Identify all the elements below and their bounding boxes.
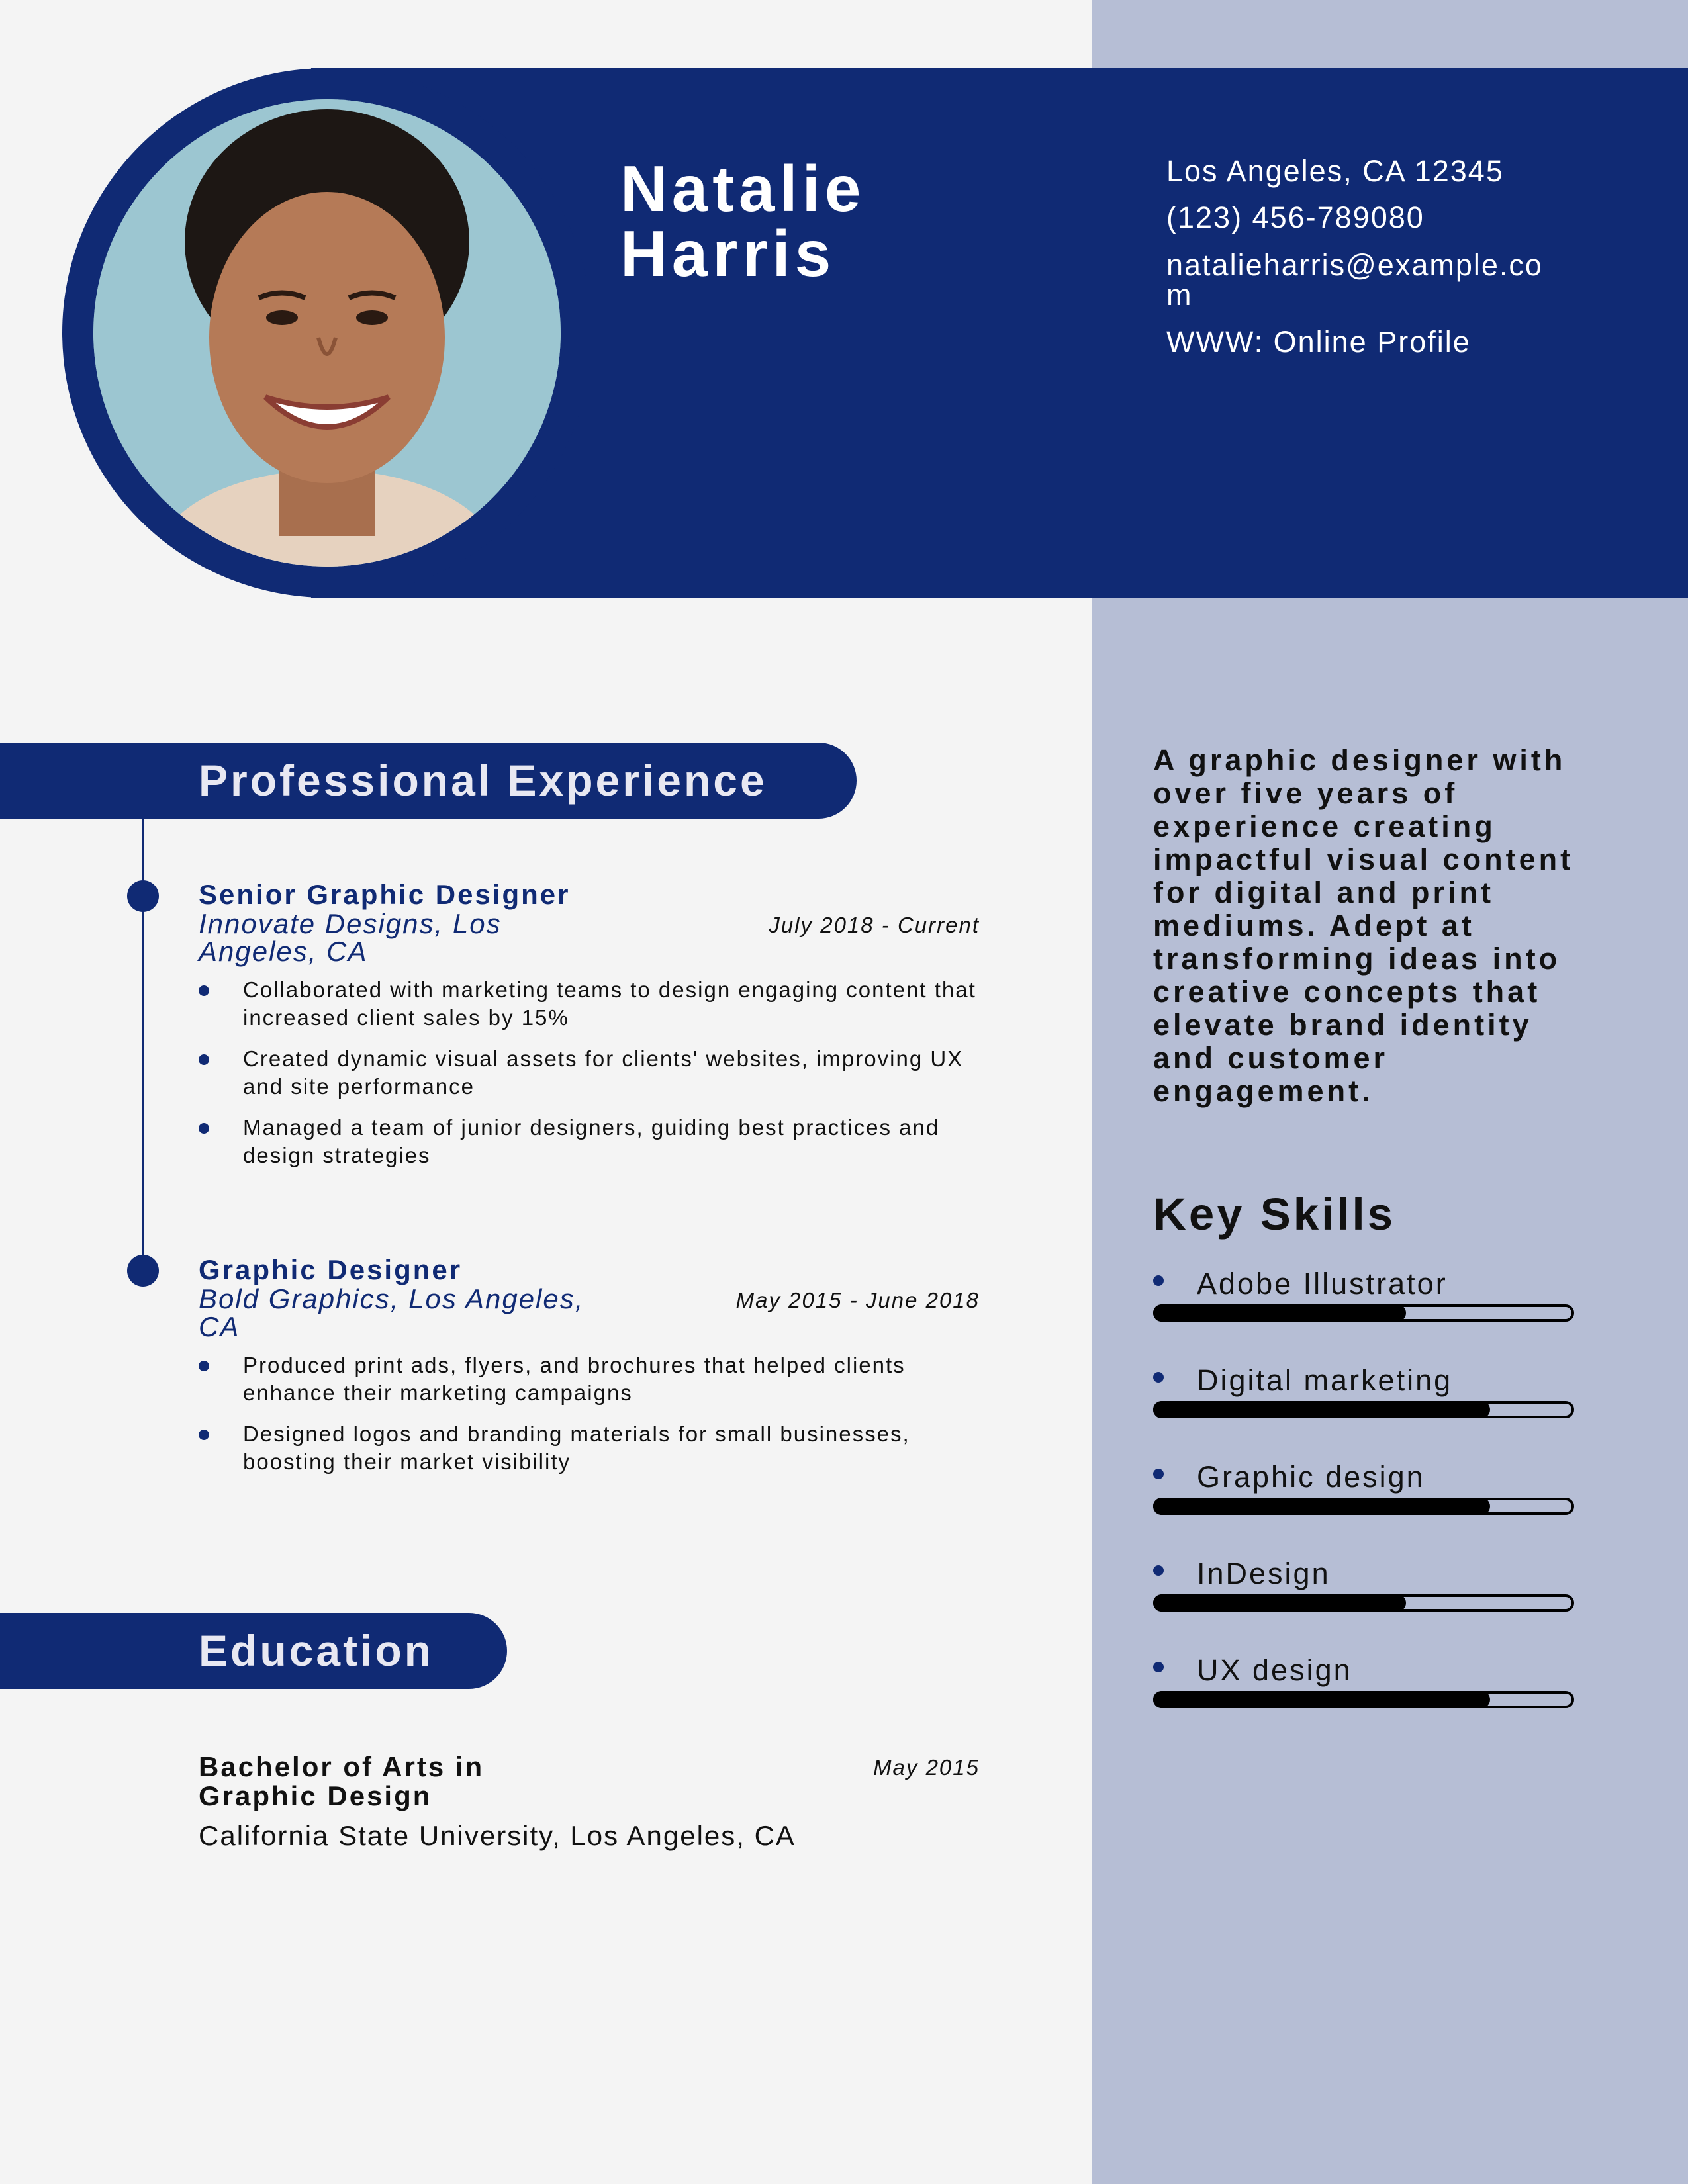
skill-label: Graphic design <box>1197 1460 1425 1494</box>
job-bullet-text: Designed logos and branding materials for small businesses, boosting their market visibility <box>243 1422 910 1474</box>
skill-label: UX design <box>1197 1653 1352 1687</box>
bullet-dot <box>199 1361 209 1371</box>
bullet-dot <box>199 1054 209 1065</box>
bullet-dot <box>199 985 209 996</box>
skills-heading: Key Skills <box>1153 1189 1396 1240</box>
profile-photo-illustration <box>93 99 561 567</box>
job-bullets <box>199 1351 980 1489</box>
contact-phone: (123) 456-789080 <box>1166 201 1425 234</box>
bullet-dot <box>199 1430 209 1440</box>
job-dates: July 2018 - Current <box>769 913 980 937</box>
job-bullet <box>199 1420 980 1476</box>
job-company: Bold Graphics, Los Angeles, CA <box>199 1283 585 1342</box>
experience-heading: Professional Experience <box>0 743 857 819</box>
bullet-dot <box>199 1123 209 1134</box>
job-bullet <box>199 1351 980 1407</box>
education-date: May 2015 <box>873 1755 980 1780</box>
skill-level-fill <box>1153 1594 1406 1612</box>
skill-bullet-dot <box>1153 1469 1164 1479</box>
skill-bullet-dot <box>1153 1662 1164 1672</box>
profile-photo <box>93 99 561 567</box>
job-bullet-text: Collaborated with marketing teams to design engaging content that increased client sales by 15% <box>243 978 976 1030</box>
skill-level-fill <box>1153 1401 1490 1418</box>
education-degree: Bachelor of Arts in Graphic Design <box>199 1751 485 1811</box>
timeline-dot <box>127 880 159 912</box>
job-bullet <box>199 1045 980 1101</box>
contact-website[interactable]: WWW: Online Profile <box>1166 325 1471 359</box>
skill-bullet-dot <box>1153 1275 1164 1286</box>
job-dates: May 2015 - June 2018 <box>735 1288 980 1312</box>
job-bullet-text: Managed a team of junior designers, guiding best practices and design strategies <box>243 1115 940 1167</box>
professional-summary: A graphic designer with over five years of experience creating impactful visual content for digital and print mediums. Adept at transforming ideas into creative concepts that elevate brand identity and customer engagement. <box>1153 743 1574 1108</box>
skill-label: InDesign <box>1197 1557 1331 1590</box>
job-company: Innovate Designs, Los Angeles, CA <box>199 908 502 967</box>
job-bullets <box>199 976 980 1183</box>
job-title: Senior Graphic Designer <box>199 879 571 910</box>
candidate-name <box>620 152 866 290</box>
last-name: Harris <box>620 217 836 290</box>
skill-level-fill <box>1153 1691 1490 1708</box>
first-name: Natalie <box>620 152 866 225</box>
skill-bullet-dot <box>1153 1565 1164 1576</box>
timeline-dot <box>127 1255 159 1287</box>
contact-location: Los Angeles, CA 12345 <box>1166 154 1504 188</box>
education-heading: Education <box>0 1613 507 1689</box>
job-bullet <box>199 1114 980 1169</box>
skill-label: Digital marketing <box>1197 1363 1453 1397</box>
contact-email[interactable]: natalieharris@example.com <box>1166 248 1543 312</box>
job-bullet-text: Created dynamic visual assets for clients' websites, improving UX and site performance <box>243 1046 964 1099</box>
education-school: California State University, Los Angeles, CA <box>199 1820 796 1851</box>
skill-level-fill <box>1153 1498 1490 1515</box>
job-title: Graphic Designer <box>199 1254 463 1285</box>
skill-bullet-dot <box>1153 1372 1164 1383</box>
job-bullet <box>199 976 980 1032</box>
job-bullet-text: Produced print ads, flyers, and brochures that helped clients enhance their marketing campaigns <box>243 1353 906 1405</box>
skill-label: Adobe Illustrator <box>1197 1267 1448 1300</box>
skill-level-fill <box>1153 1304 1406 1322</box>
